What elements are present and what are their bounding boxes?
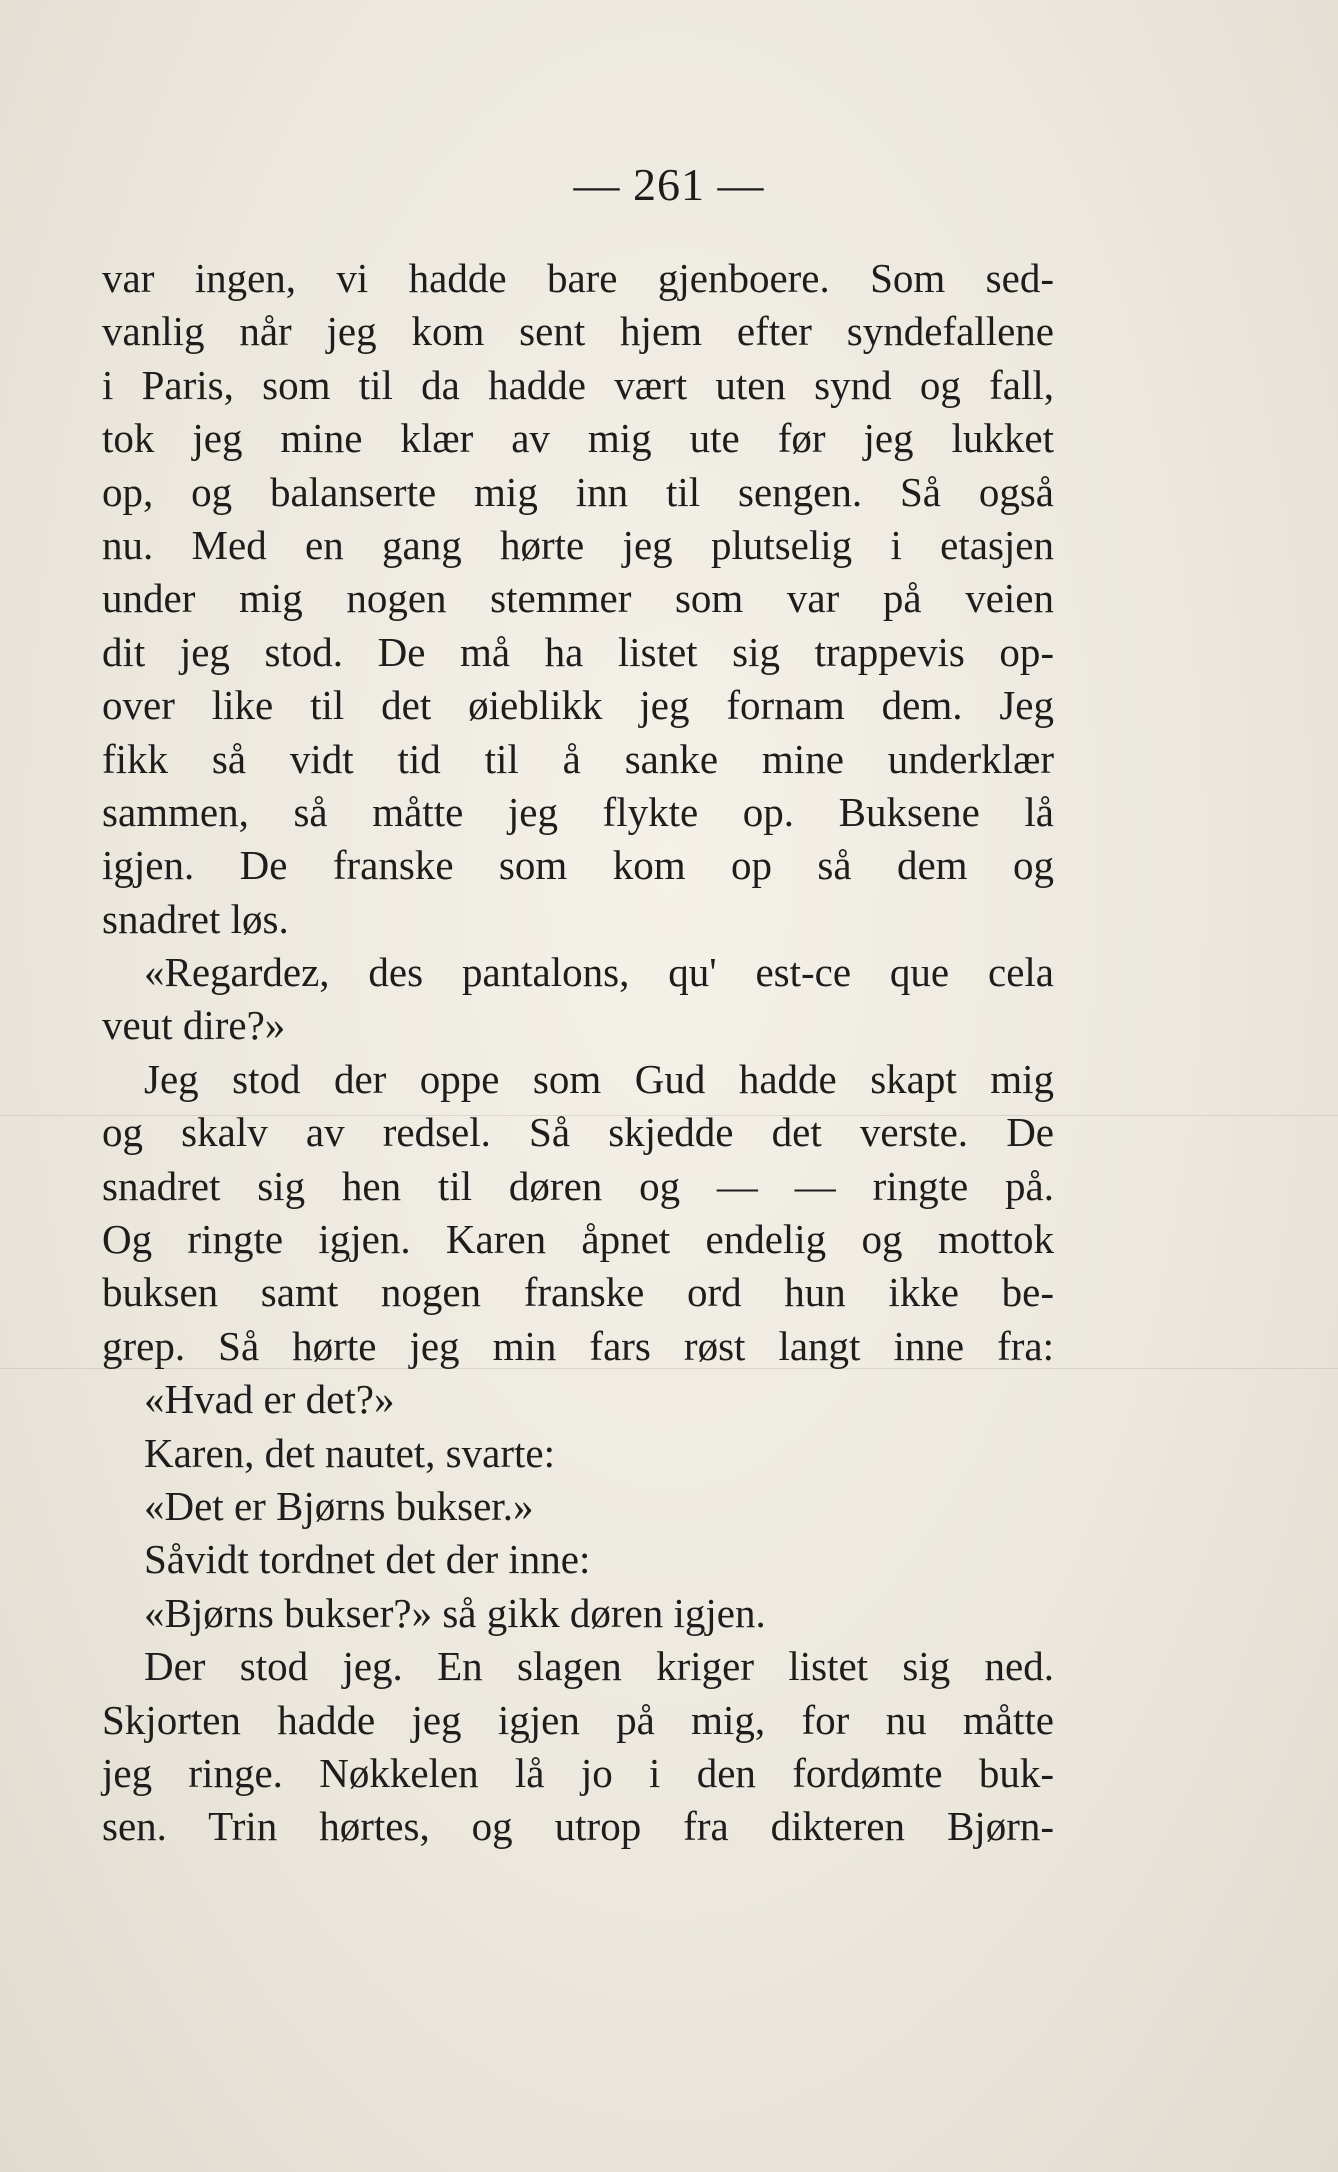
text-line: op, og balanserte mig inn til sengen. Så også: [102, 468, 1054, 515]
text-line: dit jeg stod. De må ha listet sig trappevis op‑: [102, 628, 1054, 675]
text-line: buksen samt nogen franske ord hun ikke be‑: [102, 1269, 1054, 1316]
text-line: Og ringte igjen. Karen åpnet endelig og mottok: [102, 1216, 1054, 1263]
text-line: Skjorten hadde jeg igjen på mig, for nu måtte: [102, 1696, 1054, 1743]
text-line: snadret løs.: [102, 895, 289, 942]
text-line: Jeg stod der oppe som Gud hadde skapt mig: [144, 1055, 1054, 1102]
text-line: sammen, så måtte jeg flykte op. Buksene lå: [102, 788, 1054, 835]
text-line: under mig nogen stemmer som var på veien: [102, 575, 1054, 622]
text-line: sen. Trin hørtes, og utrop fra dikteren Bjørn‑: [102, 1803, 1054, 1850]
text-line: nu. Med en gang hørte jeg plutselig i etasjen: [102, 521, 1054, 568]
text-line: over like til det øieblikk jeg fornam dem. Jeg: [102, 682, 1054, 729]
text-line: tok jeg mine klær av mig ute før jeg lukket: [102, 415, 1054, 462]
text-line: i Paris, som til da hadde vært uten synd og fall,: [102, 361, 1054, 408]
body-text: [102, 252, 1054, 1854]
text-line: «Det er Bjørns bukser.»: [144, 1482, 534, 1529]
text-line: veut dire?»: [102, 1002, 286, 1049]
text-line: Karen, det nautet, svarte:: [144, 1429, 555, 1476]
text-line: igjen. De franske som kom op så dem og: [102, 842, 1054, 889]
text-line: «Hvad er det?»: [144, 1376, 395, 1423]
text-line: jeg ringe. Nøkkelen lå jo i den fordømte buk‑: [102, 1749, 1054, 1796]
text-line: fikk så vidt tid til å sanke mine underklær: [102, 735, 1054, 782]
text-line: «Regardez, des pantalons, qu' est‑ce que cela: [144, 949, 1054, 996]
text-line: var ingen, vi hadde bare gjenboere. Som sed‑: [102, 255, 1054, 301]
page-number: — 261 —: [573, 159, 765, 210]
text-line: og skalv av redsel. Så skjedde det verste. De: [102, 1109, 1054, 1156]
text-line: grep. Så hørte jeg min fars røst langt inne fra:: [102, 1322, 1054, 1369]
text-line: «Bjørns bukser?» så gikk døren igjen.: [144, 1589, 766, 1636]
text-line: vanlig når jeg kom sent hjem efter syndefallene: [102, 308, 1054, 355]
text-line: snadret sig hen til døren og — — ringte på.: [102, 1162, 1054, 1209]
text-line: Såvidt tordnet det der inne:: [144, 1536, 591, 1583]
text-line: Der stod jeg. En slagen kriger listet sig ned.: [144, 1643, 1054, 1690]
